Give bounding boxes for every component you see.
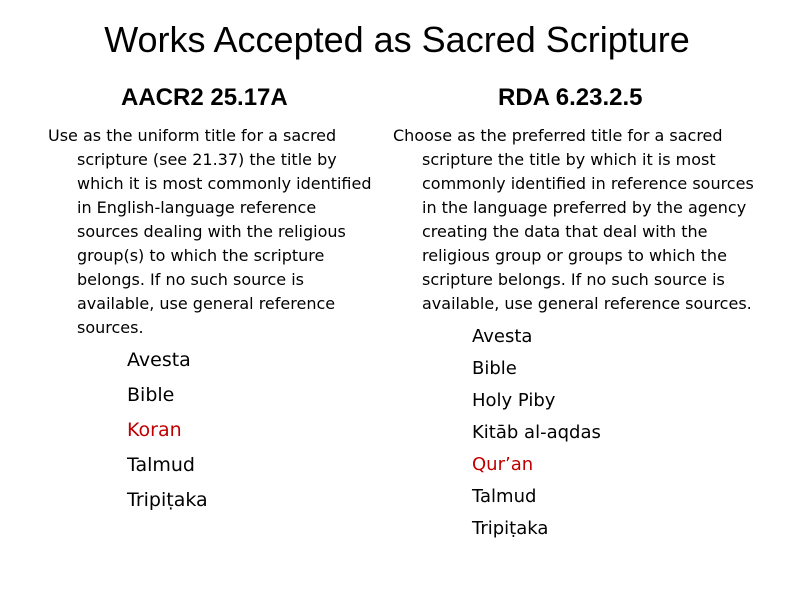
rule-line: which it is most commonly identified — [77, 174, 372, 193]
aacr2-examples-list — [127, 346, 208, 521]
example-holy-piby: Holy Piby — [472, 390, 556, 411]
rule-line: in the language preferred by the agency — [422, 198, 747, 217]
aacr2-rule-text — [48, 124, 398, 340]
rule-line: Choose as the preferred title for a sacred — [393, 126, 723, 145]
example-bible: Bible — [127, 384, 175, 406]
rule-line: scripture the title by which it is most — [422, 150, 716, 169]
example-talmud: Talmud — [127, 454, 195, 476]
rule-line: scripture (see 21.37) the title by — [77, 150, 337, 169]
example-bible: Bible — [472, 358, 517, 379]
example-talmud: Talmud — [472, 486, 537, 507]
rda-rule-text — [393, 124, 793, 316]
example-koran: Koran — [127, 419, 182, 441]
rule-line: group(s) to which the scripture — [77, 246, 325, 265]
example-tripitaka: Tripiṭaka — [127, 489, 208, 511]
rda-examples-list — [472, 324, 601, 548]
example-quran: Qur’an — [472, 454, 534, 475]
aacr2-heading: AACR2 25.17A — [121, 84, 288, 111]
rule-line: available, use general reference sources. — [422, 294, 752, 313]
rule-line: religious group or groups to which the — [422, 246, 727, 265]
rule-line: belongs. If no such source is — [77, 270, 304, 289]
example-avesta: Avesta — [472, 326, 533, 347]
rda-heading: RDA 6.23.2.5 — [498, 84, 643, 111]
rule-line: sources. — [77, 318, 144, 337]
rule-line: in English-language reference — [77, 198, 317, 217]
example-kitab-al-aqdas: Kitāb al-aqdas — [472, 422, 601, 443]
example-avesta: Avesta — [127, 349, 191, 371]
rule-line: commonly identified in reference sources — [422, 174, 754, 193]
rule-line: creating the data that deal with the — [422, 222, 708, 241]
rule-line: Use as the uniform title for a sacred — [48, 126, 337, 145]
rule-line: available, use general reference — [77, 294, 336, 313]
slide-title: Works Accepted as Sacred Scripture — [104, 19, 690, 60]
example-tripitaka: Tripiṭaka — [472, 518, 549, 539]
rule-line: scripture belongs. If no such source is — [422, 270, 725, 289]
rule-line: sources dealing with the religious — [77, 222, 346, 241]
